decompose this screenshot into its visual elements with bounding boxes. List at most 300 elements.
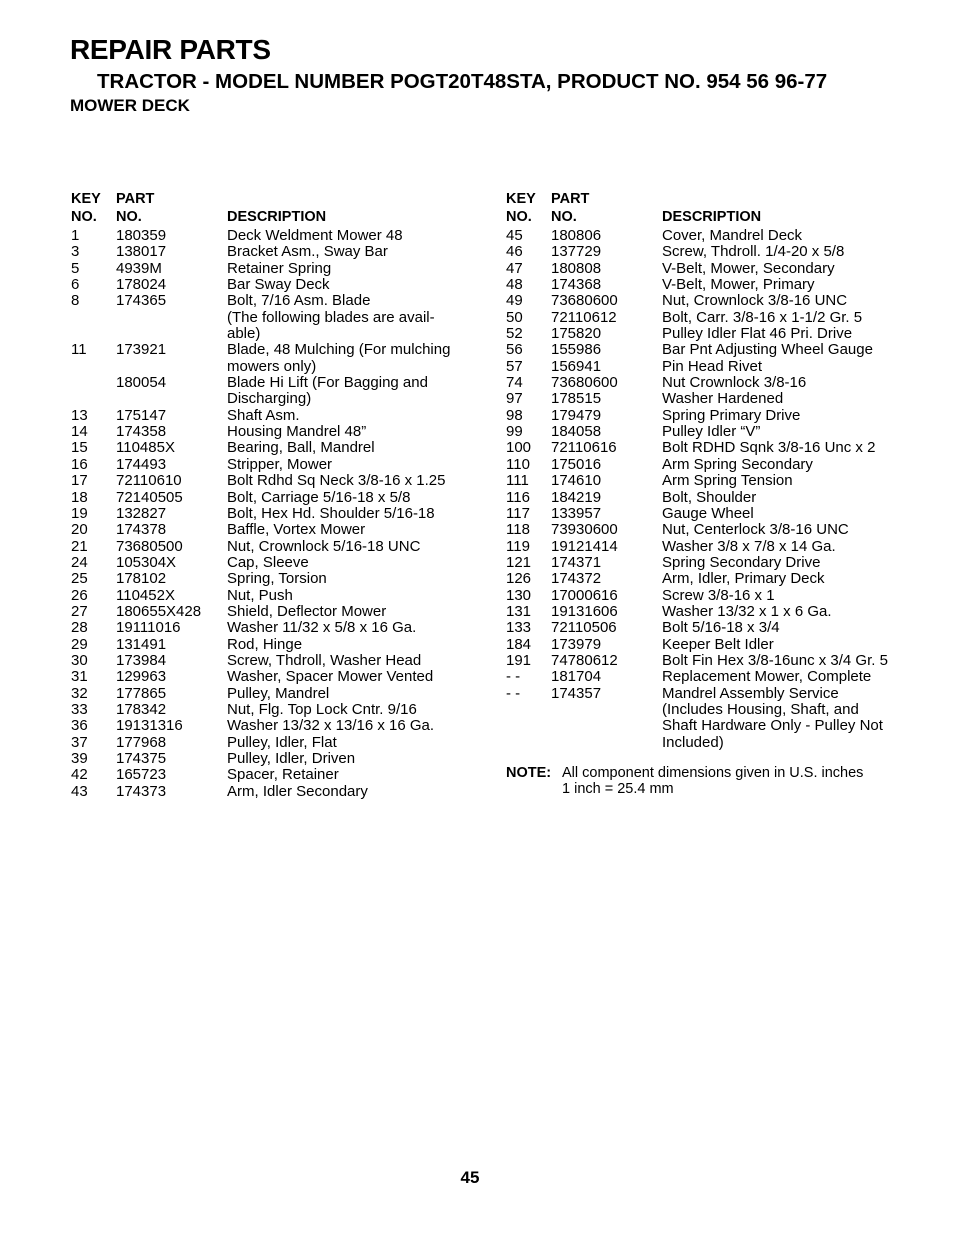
part-number: 180806 bbox=[551, 227, 602, 244]
table-row bbox=[71, 277, 471, 293]
part-description bbox=[662, 228, 906, 244]
part-description bbox=[662, 359, 906, 375]
description-line: Bracket Asm., Sway Bar bbox=[227, 243, 388, 261]
key-no-header bbox=[71, 191, 101, 226]
description-line: Spring Primary Drive bbox=[662, 406, 801, 424]
table-row bbox=[71, 571, 471, 587]
part-number: 19121414 bbox=[551, 537, 618, 555]
part-description bbox=[662, 539, 906, 555]
table-row bbox=[71, 293, 471, 342]
description-line: V-Belt, Mower, Secondary bbox=[662, 259, 835, 277]
part-number: 131491 bbox=[116, 635, 167, 653]
table-row bbox=[506, 457, 906, 473]
description-line: (Includes Housing, Shaft, and bbox=[662, 700, 859, 718]
part-description bbox=[662, 637, 906, 653]
table-row bbox=[71, 604, 471, 620]
table-row bbox=[506, 310, 906, 326]
table-header bbox=[506, 191, 906, 228]
description-line: Cap, Sleeve bbox=[227, 553, 309, 571]
part-description bbox=[662, 457, 906, 473]
part-number: 174372 bbox=[551, 570, 602, 588]
description-line: Arm, Idler Secondary bbox=[227, 782, 368, 800]
parts-rows-right bbox=[506, 228, 906, 751]
table-row bbox=[71, 440, 471, 456]
part-number: 175820 bbox=[551, 325, 602, 343]
description-line: Housing Mandrel 48” bbox=[227, 423, 367, 441]
table-row bbox=[506, 424, 906, 440]
key-number: 5 bbox=[71, 259, 80, 277]
part-description bbox=[227, 375, 471, 408]
part-number: 174378 bbox=[116, 521, 167, 539]
part-number: 180808 bbox=[551, 259, 602, 277]
key-number: 43 bbox=[71, 782, 88, 800]
table-row bbox=[71, 555, 471, 571]
table-row bbox=[71, 653, 471, 669]
key-number: 116 bbox=[506, 488, 530, 506]
parts-table-left bbox=[71, 191, 471, 800]
part-description bbox=[227, 424, 471, 440]
description-line: Screw, Thdroll. 1/4-20 x 5/8 bbox=[662, 243, 845, 261]
part-number: 177865 bbox=[116, 684, 167, 702]
description-line: Bolt, Carr. 3/8-16 x 1-1/2 Gr. 5 bbox=[662, 308, 863, 326]
table-header bbox=[71, 191, 471, 228]
description-line: Bar Pnt Adjusting Wheel Gauge bbox=[662, 341, 873, 359]
table-row bbox=[71, 261, 471, 277]
part-number: 132827 bbox=[116, 504, 167, 522]
part-description bbox=[662, 440, 906, 456]
description-line: Shaft Hardware Only - Pulley Not bbox=[662, 717, 883, 735]
table-row bbox=[506, 539, 906, 555]
part-number: 174373 bbox=[116, 782, 167, 800]
description-line: Bolt RDHD Sqnk 3/8-16 Unc x 2 bbox=[662, 439, 876, 457]
key-number: 17 bbox=[71, 472, 88, 490]
key-number: 15 bbox=[71, 439, 88, 457]
key-number: - - bbox=[506, 668, 521, 686]
description-line: Pulley, Idler, Flat bbox=[227, 733, 337, 751]
description-line: Included) bbox=[662, 733, 724, 751]
table-row bbox=[506, 440, 906, 456]
description-line: Washer 3/8 x 7/8 x 14 Ga. bbox=[662, 537, 836, 555]
table-row bbox=[506, 604, 906, 620]
table-row bbox=[506, 506, 906, 522]
description-line: Washer Hardened bbox=[662, 390, 784, 408]
part-number: 173979 bbox=[551, 635, 602, 653]
description-line: Pulley, Idler, Driven bbox=[227, 750, 356, 767]
key-number: 133 bbox=[506, 619, 532, 637]
part-description bbox=[662, 490, 906, 506]
parts-table-right bbox=[506, 191, 906, 798]
key-number: 27 bbox=[71, 602, 88, 620]
key-number: 57 bbox=[506, 357, 523, 375]
part-description bbox=[227, 669, 471, 685]
description-line: Baffle, Vortex Mower bbox=[227, 521, 366, 539]
key-number: 25 bbox=[71, 570, 88, 588]
part-number: 178024 bbox=[116, 276, 167, 294]
part-description bbox=[662, 571, 906, 587]
key-number: 31 bbox=[71, 668, 88, 686]
part-description bbox=[662, 342, 906, 358]
table-row bbox=[71, 751, 471, 767]
note-line: 1 inch = 25.4 mm bbox=[562, 781, 674, 798]
part-description bbox=[227, 637, 471, 653]
key-number: 3 bbox=[71, 243, 80, 261]
table-row bbox=[71, 244, 471, 260]
table-row bbox=[71, 686, 471, 702]
table-row bbox=[71, 473, 471, 489]
description-header: DESCRIPTION bbox=[662, 208, 762, 225]
table-row bbox=[71, 767, 471, 783]
key-number: 50 bbox=[506, 308, 523, 326]
part-description bbox=[227, 506, 471, 522]
part-number: 178342 bbox=[116, 700, 167, 718]
part-number: 19111016 bbox=[116, 619, 181, 637]
part-number: 174375 bbox=[116, 750, 167, 767]
part-number: 184219 bbox=[551, 488, 602, 506]
part-number: 72110612 bbox=[551, 308, 617, 326]
table-row bbox=[71, 637, 471, 653]
part-description bbox=[662, 326, 906, 342]
table-row bbox=[506, 375, 906, 391]
part-description bbox=[662, 375, 906, 391]
description-line: able) bbox=[227, 325, 261, 343]
part-no-header bbox=[116, 191, 154, 226]
part-number: 74780612 bbox=[551, 651, 618, 669]
key-header-line1: KEY bbox=[71, 191, 101, 207]
table-row bbox=[506, 342, 906, 358]
key-number: 118 bbox=[506, 521, 530, 539]
part-number: 174493 bbox=[116, 455, 167, 473]
part-description bbox=[227, 228, 471, 244]
description-line: Discharging) bbox=[227, 390, 312, 408]
part-description bbox=[662, 424, 906, 440]
part-number: 178515 bbox=[551, 390, 602, 408]
key-number: 21 bbox=[71, 537, 88, 555]
table-row bbox=[506, 391, 906, 407]
table-row bbox=[71, 506, 471, 522]
key-number: 48 bbox=[506, 276, 523, 294]
description-line: Bearing, Ball, Mandrel bbox=[227, 439, 375, 457]
table-row bbox=[71, 342, 471, 375]
key-number: 45 bbox=[506, 227, 523, 244]
description-line: Washer, Spacer Mower Vented bbox=[227, 668, 434, 686]
part-number: 72110610 bbox=[116, 472, 182, 490]
key-number bbox=[71, 375, 116, 408]
key-number: 110 bbox=[506, 455, 530, 473]
part-number: 165723 bbox=[116, 766, 167, 784]
part-description bbox=[227, 784, 471, 800]
description-line: Spring, Torsion bbox=[227, 570, 327, 588]
table-row bbox=[71, 784, 471, 800]
key-number: 97 bbox=[506, 390, 523, 408]
table-row bbox=[506, 359, 906, 375]
part-description bbox=[227, 555, 471, 571]
table-row bbox=[506, 326, 906, 342]
table-row bbox=[506, 620, 906, 636]
part-number: 137729 bbox=[551, 243, 602, 261]
description-header: DESCRIPTION bbox=[227, 208, 327, 225]
note bbox=[506, 765, 906, 798]
part-description bbox=[227, 620, 471, 636]
key-number: 13 bbox=[71, 406, 88, 424]
key-number: 20 bbox=[71, 521, 88, 539]
key-number: 49 bbox=[506, 292, 523, 310]
part-number: 17000616 bbox=[551, 586, 618, 604]
table-row bbox=[71, 408, 471, 424]
part-description bbox=[662, 522, 906, 538]
part-description bbox=[227, 571, 471, 587]
table-row bbox=[506, 473, 906, 489]
part-number: 173984 bbox=[116, 651, 167, 669]
description-line: Spacer, Retainer bbox=[227, 766, 339, 784]
description-line: Washer 11/32 x 5/8 x 16 Ga. bbox=[227, 619, 417, 637]
key-number: 111 bbox=[506, 472, 529, 490]
key-number: - - bbox=[506, 684, 521, 702]
key-number: 52 bbox=[506, 325, 523, 343]
part-number: 73680500 bbox=[116, 537, 183, 555]
part-number: 174368 bbox=[551, 276, 602, 294]
key-number: 29 bbox=[71, 635, 88, 653]
key-number: 119 bbox=[506, 537, 530, 555]
key-number: 24 bbox=[71, 553, 88, 571]
part-number: 155986 bbox=[551, 341, 602, 359]
description-line: Rod, Hinge bbox=[227, 635, 303, 653]
part-header-line2: NO. bbox=[116, 208, 142, 225]
description-line: V-Belt, Mower, Primary bbox=[662, 276, 815, 294]
key-number: 42 bbox=[71, 766, 88, 784]
part-description bbox=[227, 342, 471, 375]
key-number: 33 bbox=[71, 700, 88, 718]
key-header-line1: KEY bbox=[506, 191, 536, 207]
part-description bbox=[662, 555, 906, 571]
part-description bbox=[227, 408, 471, 424]
table-row bbox=[71, 490, 471, 506]
part-description bbox=[662, 244, 906, 260]
part-number: 181704 bbox=[551, 668, 602, 686]
part-number: 180655X428 bbox=[116, 602, 202, 620]
part-description bbox=[662, 653, 906, 669]
part-no-header bbox=[551, 191, 589, 226]
part-number: 110485X bbox=[116, 439, 175, 457]
description-line: Bolt Rdhd Sq Neck 3/8-16 x 1.25 bbox=[227, 472, 446, 490]
part-description bbox=[227, 522, 471, 538]
key-number: 37 bbox=[71, 733, 88, 751]
key-number: 36 bbox=[71, 717, 88, 735]
part-description bbox=[662, 588, 906, 604]
table-row bbox=[506, 522, 906, 538]
part-header-line1: PART bbox=[116, 191, 155, 207]
table-row bbox=[71, 522, 471, 538]
key-number: 191 bbox=[506, 651, 532, 669]
table-row bbox=[71, 457, 471, 473]
part-number: 72110506 bbox=[551, 619, 617, 637]
description-line: Nut, Crownlock 5/16-18 UNC bbox=[227, 537, 421, 555]
part-number: 180359 bbox=[116, 227, 167, 244]
description-line: Keeper Belt Idler bbox=[662, 635, 774, 653]
part-number: 184058 bbox=[551, 423, 602, 441]
key-number: 98 bbox=[506, 406, 523, 424]
description-line: Nut, Flg. Top Lock Cntr. 9/16 bbox=[227, 700, 417, 718]
part-description bbox=[227, 490, 471, 506]
table-row bbox=[506, 637, 906, 653]
description-line: Blade, 48 Mulching (For mulching bbox=[227, 341, 451, 359]
table-row bbox=[71, 669, 471, 685]
key-number: 99 bbox=[506, 423, 523, 441]
part-number: 179479 bbox=[551, 406, 602, 424]
part-number: 72110616 bbox=[551, 439, 617, 457]
description-line: mowers only) bbox=[227, 357, 317, 375]
description-line: Spring Secondary Drive bbox=[662, 553, 821, 571]
part-number: 175147 bbox=[116, 406, 167, 424]
table-row bbox=[506, 669, 906, 685]
key-number: 32 bbox=[71, 684, 88, 702]
table-row bbox=[506, 555, 906, 571]
part-number: 173921 bbox=[116, 341, 167, 359]
part-description bbox=[662, 261, 906, 277]
part-number: 174357 bbox=[551, 684, 602, 702]
part-number: 4939M bbox=[116, 259, 162, 277]
section-heading: MOWER DECK bbox=[70, 96, 190, 115]
table-row bbox=[506, 490, 906, 506]
description-line: Mandrel Assembly Service bbox=[662, 684, 839, 702]
key-number: 30 bbox=[71, 651, 88, 669]
description-line: Nut, Centerlock 3/8-16 UNC bbox=[662, 521, 849, 539]
part-number: 72140505 bbox=[116, 488, 183, 506]
part-description bbox=[227, 457, 471, 473]
part-number: 177968 bbox=[116, 733, 167, 751]
part-number: 174610 bbox=[551, 472, 602, 490]
key-number: 19 bbox=[71, 504, 88, 522]
table-row bbox=[506, 293, 906, 309]
table-row bbox=[71, 228, 471, 244]
part-description bbox=[662, 473, 906, 489]
key-number: 46 bbox=[506, 243, 523, 261]
part-number: 174371 bbox=[551, 553, 602, 571]
part-number: 174358 bbox=[116, 423, 167, 441]
description-line: Stripper, Mower bbox=[227, 455, 333, 473]
note-label: NOTE: bbox=[506, 765, 552, 781]
key-number: 14 bbox=[71, 423, 88, 441]
page-title: REPAIR PARTS bbox=[70, 34, 271, 65]
part-description bbox=[662, 669, 906, 685]
description-line: Bolt Fin Hex 3/8-16unc x 3/4 Gr. 5 bbox=[662, 651, 888, 669]
part-description bbox=[662, 506, 906, 522]
part-description bbox=[227, 473, 471, 489]
key-header-line2: NO. bbox=[71, 208, 97, 225]
description-line: Screw, Thdroll, Washer Head bbox=[227, 651, 422, 669]
description-line: Cover, Mandrel Deck bbox=[662, 227, 803, 244]
part-number: 19131606 bbox=[551, 602, 618, 620]
part-description bbox=[227, 702, 471, 718]
table-row bbox=[71, 718, 471, 734]
table-row bbox=[506, 261, 906, 277]
description-line: Shaft Asm. bbox=[227, 406, 300, 424]
key-number: 6 bbox=[71, 276, 80, 294]
key-number: 11 bbox=[71, 341, 87, 359]
table-row bbox=[506, 244, 906, 260]
part-description bbox=[227, 735, 471, 751]
key-header-line2: NO. bbox=[506, 208, 532, 225]
part-description bbox=[662, 310, 906, 326]
note-line: All component dimensions given in U.S. inches bbox=[562, 765, 864, 781]
description-line: Nut, Crownlock 3/8-16 UNC bbox=[662, 292, 848, 310]
description-line: Blade Hi Lift (For Bagging and bbox=[227, 374, 428, 392]
description-line: Bolt, Carriage 5/16-18 x 5/8 bbox=[227, 488, 411, 506]
part-number: 73680600 bbox=[551, 292, 618, 310]
part-description bbox=[662, 604, 906, 620]
key-number: 8 bbox=[71, 292, 80, 310]
description-line: Bolt 5/16-18 x 3/4 bbox=[662, 619, 780, 637]
part-number: 19131316 bbox=[116, 717, 183, 735]
table-row bbox=[506, 408, 906, 424]
page-subtitle: TRACTOR - MODEL NUMBER POGT20T48STA, PRODUCT NO. 954 56 96-77 bbox=[97, 70, 828, 93]
description-line: Nut Crownlock 3/8-16 bbox=[662, 374, 807, 392]
part-description bbox=[227, 261, 471, 277]
part-description bbox=[662, 620, 906, 636]
part-number: 133957 bbox=[551, 504, 602, 522]
description-line: Pin Head Rivet bbox=[662, 357, 763, 375]
description-line: Deck Weldment Mower 48 bbox=[227, 227, 403, 244]
table-row bbox=[71, 702, 471, 718]
part-description bbox=[227, 293, 471, 342]
description-line: Bolt, 7/16 Asm. Blade bbox=[227, 292, 371, 310]
part-number: 138017 bbox=[116, 243, 167, 261]
part-description bbox=[662, 391, 906, 407]
description-line: Shield, Deflector Mower bbox=[227, 602, 387, 620]
table-row bbox=[506, 653, 906, 669]
table-row bbox=[506, 588, 906, 604]
part-number: 105304X bbox=[116, 553, 177, 571]
part-description bbox=[662, 293, 906, 309]
key-number: 184 bbox=[506, 635, 532, 653]
description-line: (The following blades are avail- bbox=[227, 308, 435, 326]
part-number: 73930600 bbox=[551, 521, 618, 539]
table-row bbox=[71, 735, 471, 751]
description-line: Replacement Mower, Complete bbox=[662, 668, 872, 686]
key-number: 121 bbox=[506, 553, 532, 571]
part-description bbox=[662, 408, 906, 424]
description-line: Arm Spring Secondary bbox=[662, 455, 813, 473]
key-number: 126 bbox=[506, 570, 532, 588]
part-description bbox=[227, 653, 471, 669]
part-number: 174365 bbox=[116, 292, 167, 310]
part-description bbox=[227, 604, 471, 620]
key-number: 28 bbox=[71, 619, 88, 637]
table-row bbox=[506, 686, 906, 751]
description-line: Washer 13/32 x 1 x 6 Ga. bbox=[662, 602, 832, 620]
description-line: Retainer Spring bbox=[227, 259, 332, 277]
description-line: Bolt, Shoulder bbox=[662, 488, 757, 506]
note-text bbox=[562, 765, 906, 798]
description-line: Arm, Idler, Primary Deck bbox=[662, 570, 825, 588]
key-number: 117 bbox=[506, 504, 530, 522]
part-number: 156941 bbox=[551, 357, 602, 375]
description-line: Pulley Idler “V” bbox=[662, 423, 761, 441]
table-row bbox=[506, 228, 906, 244]
key-number: 100 bbox=[506, 439, 532, 457]
key-number: 74 bbox=[506, 374, 523, 392]
key-number: 16 bbox=[71, 455, 88, 473]
part-number: 178102 bbox=[116, 570, 167, 588]
part-number: 180054 bbox=[116, 374, 167, 392]
table-row bbox=[71, 424, 471, 440]
part-number: 175016 bbox=[551, 455, 602, 473]
part-number: 129963 bbox=[116, 668, 167, 686]
key-number: 130 bbox=[506, 586, 532, 604]
part-description bbox=[227, 588, 471, 604]
key-number: 56 bbox=[506, 341, 523, 359]
part-description bbox=[227, 718, 471, 734]
part-description bbox=[227, 539, 471, 555]
